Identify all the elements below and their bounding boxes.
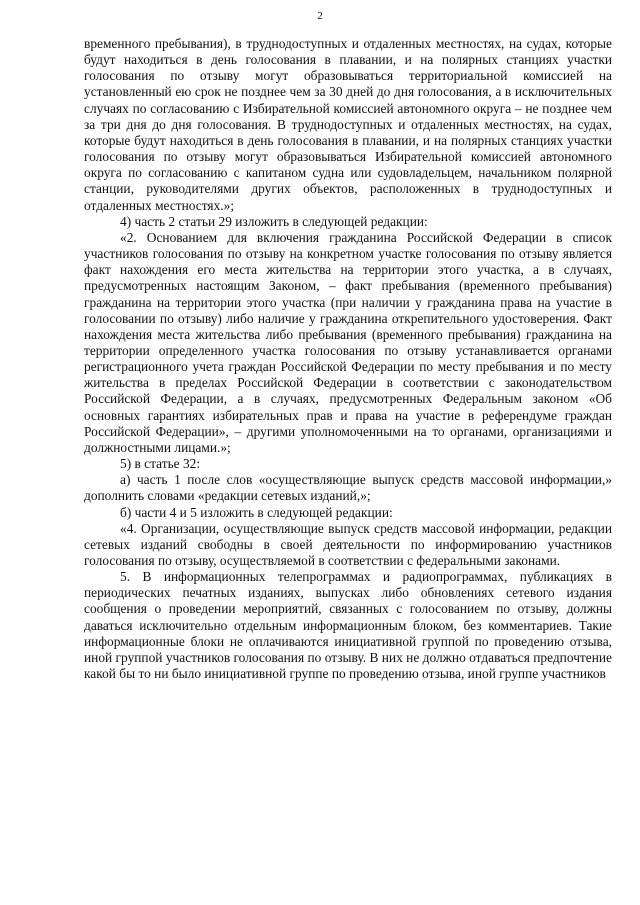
paragraph-7: «4. Организации, осуществляющие выпуск средств массовой информации, редакции сетевых изданий свободны в своей деятельности по информированию участников голосования по отзыву, осуществляемой в соответствии с федеральными законами. <box>84 520 612 568</box>
document-body <box>84 36 612 682</box>
paragraph-3: «2. Основанием для включения гражданина Российской Федерации в список участников голосования по отзыву на конкретном участке голосования по отзыву является факт нахождения его места жительства на территории этого участка, а в случаях, предусмотренных настоящим Законом, – факт пребывания (временного пребывания) гражданина на территории этого участка (при наличии у гражданина права на участие в голосовании по отзыву) либо наличие у гражданина открепительного удостоверения. Факт нахождения места жительства либо пребывания (временного пребывания) гражданина на территории определенного участка голосования по отзыву устанавливается органами регистрационного учета граждан Российской Федерации по месту пребывания и по месту жительства в пределах Российской Федерации в соответствии с законодательством Российской Федерации, а в случаях, предусмотренных Федеральным законом «Об основных гарантиях избирательных прав и права на участие в референдуме граждан Российской Федерации», – другими уполномоченными на то органами, организациями и должностными лицами.»; <box>84 229 612 455</box>
paragraph-2: 4) часть 2 статьи 29 изложить в следующей редакции: <box>120 213 428 229</box>
page-number: 2 <box>317 10 323 22</box>
paragraph-4: 5) в статье 32: <box>120 456 201 472</box>
paragraph-6: б) части 4 и 5 изложить в следующей редакции: <box>120 504 393 520</box>
paragraph-8: 5. В информационных телепрограммах и радиопрограммах, публикациях в периодических печатных изданиях, выпусках либо обновлениях сетевого издания сообщения о проведении мероприятий, связанных с голосованием по отзыву, должны даваться исключительно отдельным информационным блоком, без комментариев. Такие информационные блоки не оплачиваются инициативной группой по проведению отзыва, иной группой участников голосования по отзыву. В них не должно отдаваться предпочтение какой бы то ни было инициативной группе по проведению отзыва, иной группе участников <box>84 569 612 682</box>
paragraph-5: а) часть 1 после слов «осуществляющие выпуск средств массовой информации,» дополнить словами «редакции сетевых изданий,»; <box>84 472 612 504</box>
paragraph-1: временного пребывания), в труднодоступных и отдаленных местностях, на судах, которые будут находиться в день голосования в плавании, и на полярных станциях участки голосования по отзыву могут образовываться территориальной комиссией на установленный ею срок не позднее чем за 30 дней до дня голосования, а в исключительных случаях по согласованию с Избирательной комиссией автономного округа – не позднее чем за три дня до дня голосования. В труднодоступных и отдаленных местностях, на судах, которые будут находиться в день голосования в плавании, и на полярных станциях участки голосования по отзыву могут образовываться Избирательной комиссией автономного округа по согласованию с капитаном судна или судовладельцем, начальником полярной станции, руководителями других объектов, расположенных в труднодоступных и отдаленных местностях.»; <box>84 36 612 213</box>
